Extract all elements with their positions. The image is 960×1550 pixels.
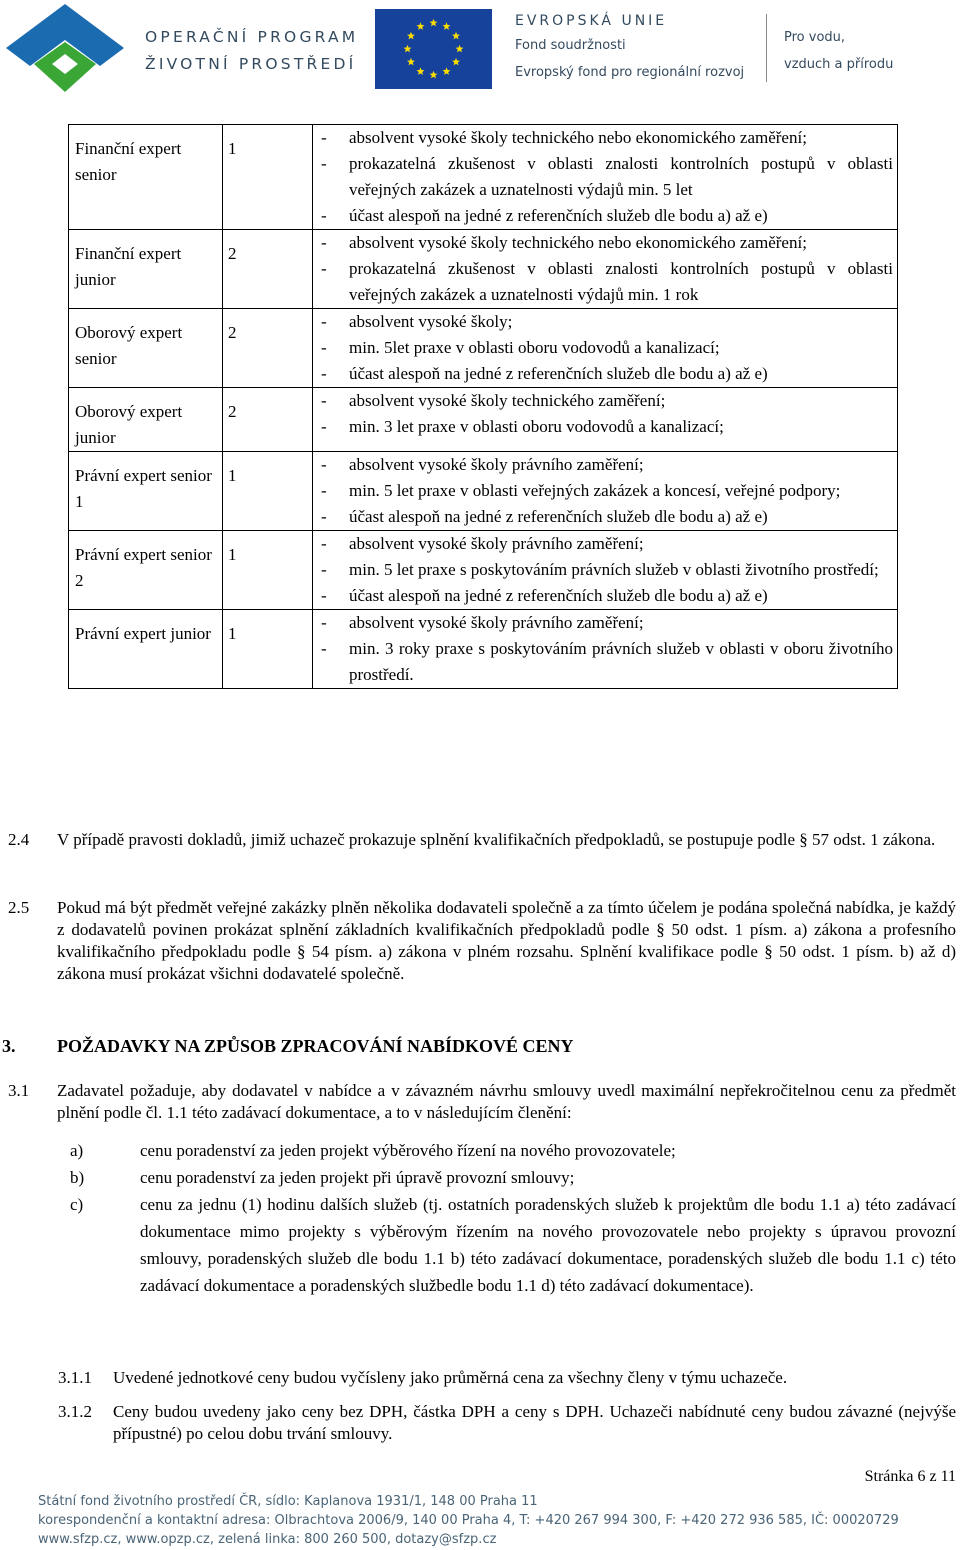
section-number: 3.1.2 <box>58 1402 92 1421</box>
section-text: Zadavatel požaduje, aby dodavatel v nabídce a v závazném návrhu smlouvy uvedl maximální nepřekročitelnou cenu za předmět plnění podle čl. 1.1 této zadávací dokumentace, a to v následujícím členění: <box>57 1081 956 1122</box>
requirement-dash: - <box>321 233 327 252</box>
section-3-1-1 <box>0 1367 960 1389</box>
expert-count: 1 <box>223 125 313 230</box>
section-2-4 <box>0 829 960 851</box>
requirement-dash: - <box>321 455 327 474</box>
requirement-dash: - <box>321 206 327 225</box>
requirement-item <box>313 230 893 256</box>
page-header <box>0 0 960 100</box>
requirement-item <box>313 636 893 688</box>
expert-requirements-table <box>68 124 898 689</box>
eu-logo-text <box>515 10 744 86</box>
section-2-5 <box>0 897 960 985</box>
slogan-line2: vzduch a přírodu <box>784 57 894 72</box>
requirement-item <box>313 256 893 308</box>
requirement-text: absolvent vysoké školy technického nebo ekonomického zaměření; <box>349 128 807 147</box>
requirement-dash: - <box>321 312 327 331</box>
expert-count: 2 <box>223 230 313 309</box>
list-item <box>0 1137 960 1164</box>
expert-role: Oborový expert senior <box>69 309 223 388</box>
requirement-text: min. 5 let praxe s poskytováním právních služeb v oblasti životního prostředí; <box>349 560 879 579</box>
requirement-text: min. 3 roky praxe s poskytováním právních služeb v oblasti v oboru životního prostředí. <box>349 639 893 684</box>
requirement-text: min. 5let praxe v oblasti oboru vodovodů a kanalizací; <box>349 338 720 357</box>
expert-role: Právní expert senior 2 <box>69 531 223 610</box>
requirement-item <box>313 610 893 636</box>
eu-fund-regional: Evropský fond pro regionální rozvoj <box>515 65 745 80</box>
requirement-text: absolvent vysoké školy technického zaměření; <box>349 391 666 410</box>
expert-count: 2 <box>223 309 313 388</box>
slogan <box>784 24 893 78</box>
requirement-dash: - <box>321 507 327 526</box>
expert-count: 2 <box>223 388 313 452</box>
expert-requirements <box>313 125 898 230</box>
requirement-text: min. 5 let praxe v oblasti veřejných zakázek a koncesí, veřejné podpory; <box>349 481 841 500</box>
table-row <box>69 610 898 689</box>
section-text: Pokud má být předmět veřejné zakázky plněn několika dodavateli společně a za tímto účelem je podána společná nabídka, je každý z dodavatelů povinen prokázat splnění základních kvalifikačních předpokladů podle § 50 odst. 1 písm. a) zákona a profesního kvalifikačního předpokladu podle § 54 písm. a) zákona v plném rozsahu. Splnění kvalifikace podle § 50 odst. 1 písm. b) až d) zákona musí prokázat všichni dodavatelé společně. <box>57 898 956 983</box>
list-item <box>0 1191 960 1299</box>
requirement-item <box>313 125 893 151</box>
section-number: 3.1 <box>8 1081 30 1100</box>
expert-count: 1 <box>223 531 313 610</box>
requirement-text: absolvent vysoké školy technického nebo ekonomického zaměření; <box>349 233 807 252</box>
expert-requirements <box>313 230 898 309</box>
requirement-text: účast alespoň na jedné z referenčních služeb dle bodu a) až e) <box>349 364 768 383</box>
eu-title: EVROPSKÁ UNIE <box>515 13 668 29</box>
requirement-dash: - <box>321 534 327 553</box>
expert-role: Finanční expert junior <box>69 230 223 309</box>
requirement-item <box>313 557 893 583</box>
table-row <box>69 452 898 531</box>
list-label: c) <box>70 1195 84 1214</box>
requirement-text: účast alespoň na jedné z referenčních služeb dle bodu a) až e) <box>349 586 768 605</box>
eu-fund-cohesion: Fond soudržnosti <box>515 38 626 53</box>
requirement-dash: - <box>321 560 327 579</box>
requirement-text: absolvent vysoké školy právního zaměření; <box>349 613 644 632</box>
table-row <box>69 125 898 230</box>
list-label: b) <box>70 1168 85 1187</box>
requirement-dash: - <box>321 481 327 500</box>
expert-requirements <box>313 388 898 452</box>
requirement-item <box>313 388 893 414</box>
requirement-text: prokazatelná zkušenost v oblasti znalosti kontrolních postupů v oblasti veřejných zakázek a uznatelnosti výdajů min. 1 rok <box>349 259 893 304</box>
expert-role: Právní expert senior 1 <box>69 452 223 531</box>
requirement-dash: - <box>321 417 327 436</box>
requirement-text: absolvent vysoké školy; <box>349 312 513 331</box>
table-row <box>69 388 898 452</box>
section-text: Ceny budou uvedeny jako ceny bez DPH, částka DPH a ceny s DPH. Uchazeči nabídnuté ceny budou závazné (nejvýše přípustné) po celou dobu trvání smlouvy. <box>113 1402 956 1443</box>
requirement-item <box>313 452 893 478</box>
requirement-item <box>313 151 893 203</box>
requirement-item <box>313 203 893 229</box>
expert-role: Oborový expert junior <box>69 388 223 452</box>
requirement-item <box>313 478 893 504</box>
section-number: 2.5 <box>8 898 30 917</box>
requirement-text: min. 3 let praxe v oblasti oboru vodovodů a kanalizací; <box>349 417 724 436</box>
requirement-item <box>313 361 893 387</box>
section-number: 3.1.1 <box>58 1368 92 1387</box>
opzp-logo-text <box>145 24 358 78</box>
list-label: a) <box>70 1141 84 1160</box>
expert-requirements <box>313 531 898 610</box>
list-item <box>0 1164 960 1191</box>
expert-count: 1 <box>223 610 313 689</box>
section-3-1 <box>0 1080 960 1124</box>
requirement-dash: - <box>321 391 327 410</box>
expert-requirements <box>313 452 898 531</box>
slogan-line1: Pro vodu, <box>784 30 846 45</box>
requirement-text: absolvent vysoké školy právního zaměření; <box>349 455 644 474</box>
requirement-dash: - <box>321 364 327 383</box>
expert-requirements <box>313 610 898 689</box>
requirement-dash: - <box>321 586 327 605</box>
table-row <box>69 230 898 309</box>
requirement-dash: - <box>321 639 327 658</box>
section-number: 2.4 <box>8 830 30 849</box>
table-row <box>69 309 898 388</box>
page-footer <box>38 1492 899 1549</box>
requirement-item <box>313 531 893 557</box>
opzp-logo-icon <box>4 2 126 94</box>
header-divider <box>766 14 767 82</box>
list-text: cenu za jednu (1) hodinu dalších služeb (tj. ostatních poradenských služeb k projektům dle bodu 1.1 a) této zadávací dokumentace mimo projekty s výběrovým řízením na nového provozovatele nebo projekty s úpravou provozní smlouvy, poradenských služeb dle bodu 1.1 b) této zadávací dokumentace, poradenských služeb dle bodu 1.1 c) této zadávací dokumentace a poradenských službedle bodu 1.1 d) této zadávací dokumentace). <box>140 1195 956 1295</box>
requirement-dash: - <box>321 338 327 357</box>
opzp-line2: ŽIVOTNÍ PROSTŘEDÍ <box>145 55 357 73</box>
opzp-line1: OPERAČNÍ PROGRAM <box>145 28 359 46</box>
requirement-dash: - <box>321 128 327 147</box>
requirement-dash: - <box>321 259 327 278</box>
requirement-text: absolvent vysoké školy právního zaměření; <box>349 534 644 553</box>
section-text: V případě pravosti dokladů, jimiž uchazeč prokazuje splnění kvalifikačních předpokladů, se postupuje podle § 57 odst. 1 zákona. <box>57 830 936 849</box>
expert-role: Finanční expert senior <box>69 125 223 230</box>
requirement-text: účast alespoň na jedné z referenčních služeb dle bodu a) až e) <box>349 507 768 526</box>
list-text: cenu poradenství za jeden projekt při úpravě provozní smlouvy; <box>140 1168 575 1187</box>
requirement-item <box>313 309 893 335</box>
list-text: cenu poradenství za jeden projekt výběrového řízení na nového provozovatele; <box>140 1141 676 1160</box>
expert-requirements <box>313 309 898 388</box>
requirement-dash: - <box>321 154 327 173</box>
footer-line1: Státní fond životního prostředí ČR, sídlo: Kaplanova 1931/1, 148 00 Praha 11 <box>38 1494 538 1509</box>
requirement-text: účast alespoň na jedné z referenčních služeb dle bodu a) až e) <box>349 206 768 225</box>
footer-line3: www.sfzp.cz, www.opzp.cz, zelená linka: 800 260 500, dotazy@sfzp.cz <box>38 1532 497 1547</box>
section-3-1-2 <box>0 1401 960 1445</box>
expert-count: 1 <box>223 452 313 531</box>
section-text: Uvedené jednotkové ceny budou vyčísleny jako průměrná cena za všechny členy v týmu uchazeče. <box>113 1368 788 1387</box>
heading-number: 3. <box>2 1036 16 1056</box>
requirement-text: prokazatelná zkušenost v oblasti znalosti kontrolních postupů v oblasti veřejných zakázek a uznatelnosti výdajů min. 5 let <box>349 154 893 199</box>
requirement-item <box>313 335 893 361</box>
price-structure-list <box>0 1137 960 1299</box>
table-row <box>69 531 898 610</box>
footer-line2: korespondenční a kontaktní adresa: Olbrachtova 2006/9, 140 00 Praha 4, T: +420 267 994 300, F: +420 272 936 585, IČ: 00020729 <box>38 1513 899 1528</box>
requirement-item <box>313 504 893 530</box>
expert-role: Právní expert junior <box>69 610 223 689</box>
requirement-item <box>313 583 893 609</box>
page-number: Stránka 6 z 11 <box>864 1468 956 1485</box>
heading-text: POŽADAVKY NA ZPŮSOB ZPRACOVÁNÍ NABÍDKOVÉ CENY <box>57 1036 574 1056</box>
requirement-item <box>313 414 893 440</box>
eu-flag-icon <box>375 9 492 89</box>
requirement-dash: - <box>321 613 327 632</box>
